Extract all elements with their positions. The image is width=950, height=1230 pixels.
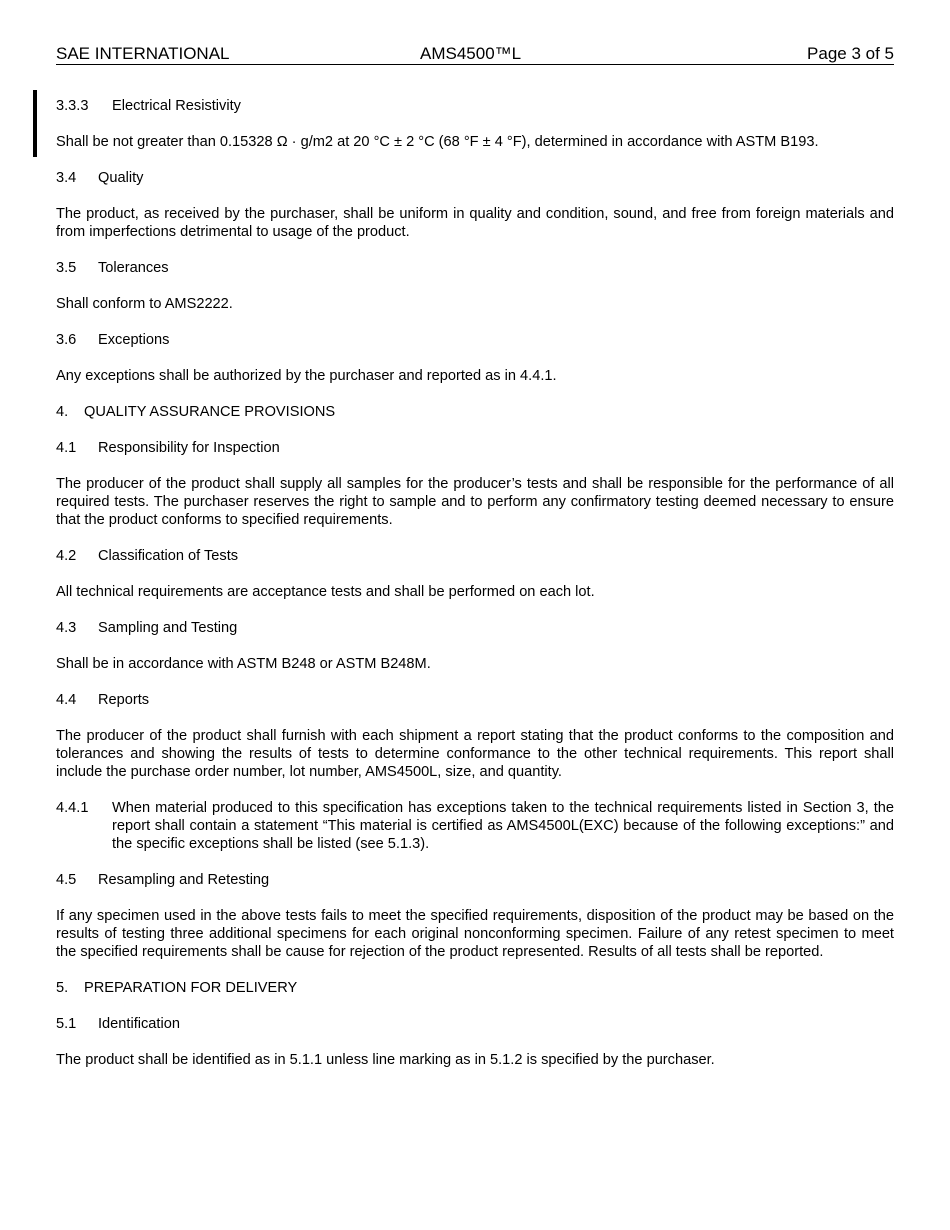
section-heading-5-1 bbox=[56, 1015, 894, 1033]
section-title: Identification bbox=[98, 1016, 180, 1032]
section-text-4-4-1: When material produced to this specification has exceptions taken to the technical requirements listed in Section 3, the report shall contain a statement “This material is certified as AMS4500L(EXC) because of the following exceptions:” and the specific exceptions shall be listed (see 5.1.3). bbox=[112, 800, 894, 852]
section-number: 4.3 bbox=[56, 620, 77, 636]
section-number: 3.5 bbox=[56, 260, 77, 276]
section-heading-4-3 bbox=[56, 619, 894, 637]
section-text-4-4: The producer of the product shall furnish with each shipment a report stating that the product conforms to the composition and tolerances and showing the results of tests to determine conformance to the other technical requirements. This report shall include the purchase order number, lot number, AMS4500L, size, and quantity. bbox=[56, 728, 894, 780]
section-title: Tolerances bbox=[98, 260, 169, 276]
section-text-4-5: If any specimen used in the above tests fails to meet the specified requirements, disposition of the product may be based on the results of testing three additional specimens for each original nonconforming specimen. Failure of any retest specimen to meet the specified requirements shall be cause for rejection of the product represented. Results of all tests shall be reported. bbox=[56, 908, 894, 960]
section-number: 3.3.3 bbox=[56, 98, 89, 114]
section-number: 5. bbox=[56, 980, 69, 996]
section-number: 5.1 bbox=[56, 1016, 77, 1032]
revision-change-bar bbox=[33, 90, 37, 157]
section-number: 4.2 bbox=[56, 548, 77, 564]
section-title: Electrical Resistivity bbox=[112, 98, 241, 114]
section-number: 3.6 bbox=[56, 332, 77, 348]
section-heading-3-3-3 bbox=[56, 97, 894, 115]
section-heading-4-5 bbox=[56, 871, 894, 889]
section-text-3-3-3: Shall be not greater than 0.15328 Ω · g/m2 at 20 °C ± 2 °C (68 °F ± 4 °F), determined in accordance with ASTM B193. bbox=[56, 134, 819, 150]
section-title: Resampling and Retesting bbox=[98, 872, 270, 888]
section-title: PREPARATION FOR DELIVERY bbox=[84, 980, 298, 996]
header-document-number: AMS4500™L bbox=[420, 44, 522, 63]
section-title: Quality bbox=[98, 170, 144, 186]
page-header bbox=[56, 44, 894, 65]
section-text-4-1: The producer of the product shall supply all samples for the producer’s tests and shall be responsible for the performance of all required tests. The purchaser reserves the right to sample and to perform any confirmatory testing deemed necessary to ensure that the product conforms to specified requirements. bbox=[56, 476, 894, 528]
section-heading-3-5 bbox=[56, 259, 894, 277]
section-heading-5 bbox=[56, 979, 894, 997]
section-number: 4.4.1 bbox=[56, 800, 89, 816]
section-text-3-4: The product, as received by the purchaser, shall be uniform in quality and condition, sound, and free from foreign materials and from imperfections detrimental to usage of the product. bbox=[56, 206, 894, 240]
section-heading-3-6 bbox=[56, 331, 894, 349]
section-text-5-1: The product shall be identified as in 5.1.1 unless line marking as in 5.1.2 is specified by the purchaser. bbox=[56, 1052, 715, 1068]
section-heading-4-2 bbox=[56, 547, 894, 565]
section-heading-4-4 bbox=[56, 691, 894, 709]
section-heading-4-1 bbox=[56, 439, 894, 457]
section-title: Responsibility for Inspection bbox=[98, 440, 280, 456]
section-title: QUALITY ASSURANCE PROVISIONS bbox=[84, 404, 336, 420]
section-title: Sampling and Testing bbox=[98, 620, 238, 636]
document-body bbox=[56, 97, 894, 1087]
section-text-3-6: Any exceptions shall be authorized by the purchaser and reported as in 4.4.1. bbox=[56, 368, 557, 384]
section-number: 4.5 bbox=[56, 872, 77, 888]
section-title: Classification of Tests bbox=[98, 548, 239, 564]
section-text-4-2: All technical requirements are acceptance tests and shall be performed on each lot. bbox=[56, 584, 595, 600]
section-title: Exceptions bbox=[98, 332, 170, 348]
section-number: 4.1 bbox=[56, 440, 77, 456]
subsection-4-4-1 bbox=[56, 799, 894, 853]
section-title: Reports bbox=[98, 692, 150, 708]
header-organization: SAE INTERNATIONAL bbox=[56, 44, 230, 63]
section-text-4-3: Shall be in accordance with ASTM B248 or ASTM B248M. bbox=[56, 656, 431, 672]
section-text-3-5: Shall conform to AMS2222. bbox=[56, 296, 233, 312]
section-number: 3.4 bbox=[56, 170, 77, 186]
section-heading-4 bbox=[56, 403, 894, 421]
section-number: 4.4 bbox=[56, 692, 77, 708]
header-page-number: Page 3 of 5 bbox=[807, 44, 894, 63]
section-heading-3-4 bbox=[56, 169, 894, 187]
section-number: 4. bbox=[56, 404, 69, 420]
